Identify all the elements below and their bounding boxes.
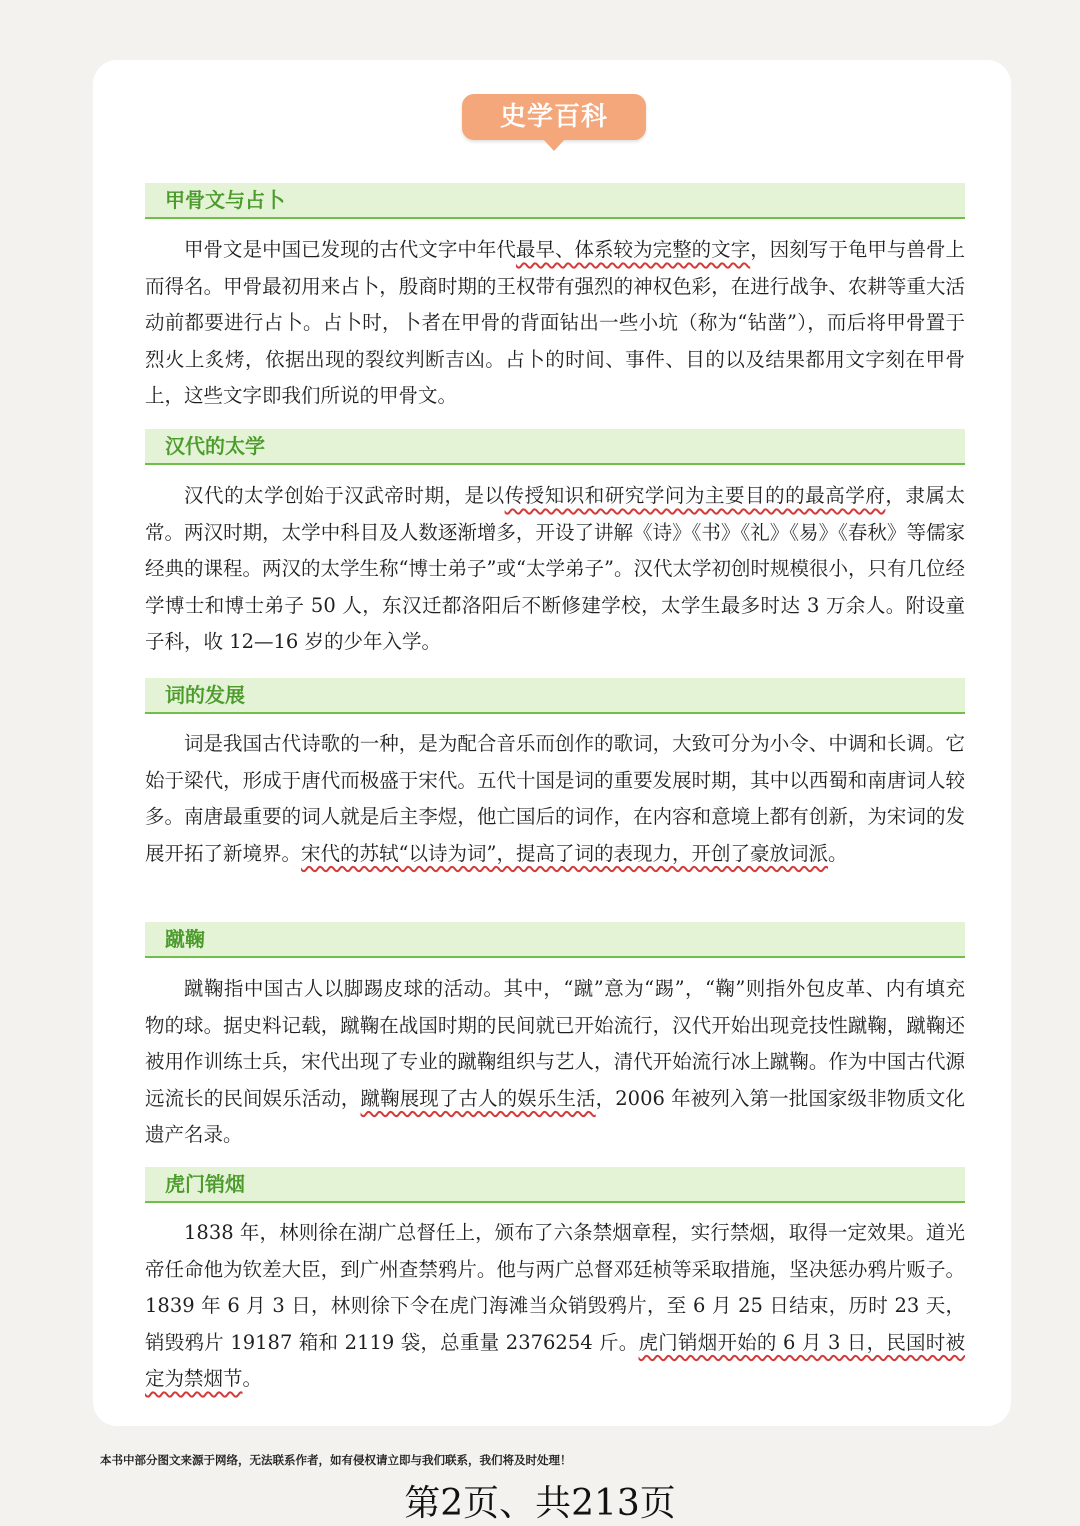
heading-imperial-academy: 汉代的太学 <box>145 429 965 465</box>
paragraph-imperial-academy: 汉代的太学创始于汉武帝时期，是以传授知识和研究学问为主要目的的最高学府，隶属太常。两汉时期，太学中科目及人数逐渐增多，开设了讲解《诗》《书》《礼》《易》《春秋》等儒家经典的课程。两汉的太学生称“博士弟子”或“太学弟子”。汉代太学初创时规模很小，只有几位经学博士和博士弟子 50 人，东汉迁都洛阳后不断修建学校，太学生最多时达 3 万余人。附设童子科，收 12—16 岁的少年入学。 <box>145 484 965 653</box>
highlight: 宋代的苏轼“以诗为词”，提高了词的表现力，开创了豪放词派 <box>301 841 828 865</box>
copyright-notice: 本书中部分图文来源于网络，无法联系作者，如有侵权请立即与我们联系，我们将及时处理！ <box>100 1453 572 1467</box>
heading-oracle-bone: 甲骨文与占卜 <box>145 183 965 219</box>
highlight: 蹴鞠展现了古人的娱乐生活 <box>360 1086 596 1110</box>
paragraph-cuju: 蹴鞠指中国古人以脚踢皮球的活动。其中，“蹴”意为“踢”，“鞠”则指外包皮革、内有填充物的球。据史料记载，蹴鞠在战国时期的民间就已开始流行，汉代开始出现竞技性蹴鞠，蹴鞠还被用作训练士兵，宋代出现了专业的蹴鞠组织与艺人，清代开始流行冰上蹴鞠。作为中国古代源远流长的民间娱乐活动，蹴鞠展现了古人的娱乐生活，2006 年被列入第一批国家级非物质文化遗产名录。 <box>145 977 965 1146</box>
highlight: 传授知识和研究学问为主要目的的最高学府 <box>504 484 886 507</box>
highlight: 最早、体系较为完整的文字 <box>515 238 751 261</box>
heading-cuju: 蹴鞠 <box>145 922 965 958</box>
page-number: 第2页、共213页 <box>404 1483 676 1524</box>
paragraph-oracle-bone: 甲骨文是中国已发现的古代文字中年代最早、体系较为完整的文字，因刻写于龟甲与兽骨上而得名。甲骨最初用来占卜，殷商时期的王权带有强烈的神权色彩，在进行战争、农耕等重大活动前都要进行占卜。占卜时，卜者在甲骨的背面钻出一些小坑（称为“钻凿”），而后将甲骨置于烈火上炙烤，依据出现的裂纹判断吉凶。占卜的时间、事件、目的以及结果都用文字刻在甲骨上，这些文字即我们所说的甲骨文。 <box>145 238 965 407</box>
paragraph-ci-poetry: 词是我国古代诗歌的一种，是为配合音乐而创作的歌词，大致可分为小令、中调和长调。它始于梁代，形成于唐代而极盛于宋代。五代十国是词的重要发展时期，其中以西蜀和南唐词人较多。南唐最重要的词人就是后主李煜，他亡国后的词作，在内容和意境上都有创新，为宋词的发展开拓了新境界。宋代的苏轼“以诗为词”，提高了词的表现力，开创了豪放词派。 <box>145 732 965 865</box>
paragraph-humen-opium: 1838 年，林则徐在湖广总督任上，颁布了六条禁烟章程，实行禁烟，取得一定效果。道光帝任命他为钦差大臣，到广州查禁鸦片。他与两广总督邓廷桢等采取措施，坚决惩办鸦片贩子。1839 年 6 月 3 日，林则徐下令在虎门海滩当众销毁鸦片，至 6 月 25 日结束，历时 23 天，销毁鸦片 19187 箱和 2119 袋，总重量 2376254 斤。虎门销烟开始的 6 月 3 日，民国时被定为禁烟节。 <box>145 1221 966 1390</box>
heading-ci-poetry: 词的发展 <box>145 678 965 714</box>
highlight: 虎门销烟开始的 6 月 3 日，民国时被定为禁烟节 <box>145 1330 966 1390</box>
heading-humen-opium: 虎门销烟 <box>145 1167 965 1203</box>
banner-pointer <box>543 139 565 151</box>
section-banner: 史学百科 <box>462 94 646 140</box>
